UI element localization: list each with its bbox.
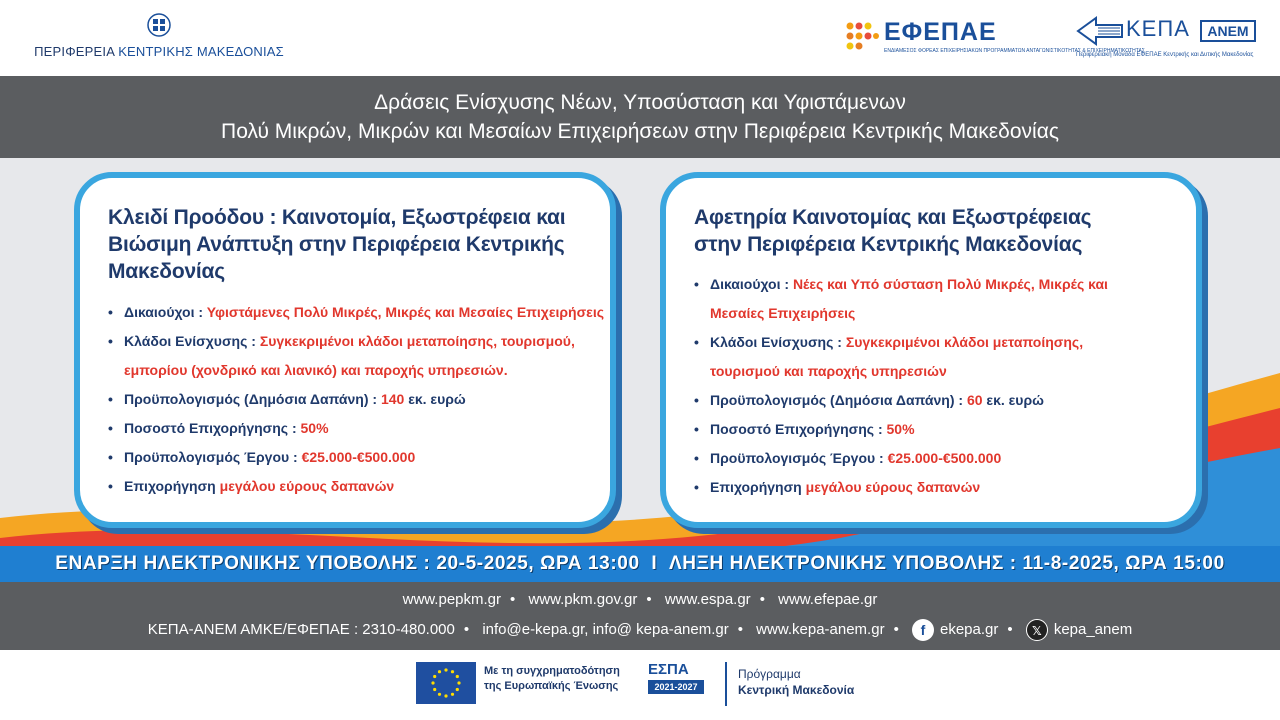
- item-label: Προϋπολογισμός Έργου :: [124, 449, 302, 465]
- left-title-line-1: Κλειδί Προόδου : Καινοτομία, Εξωστρέφεια και: [108, 206, 566, 229]
- link-kepa-anem[interactable]: www.kepa-anem.gr: [756, 620, 885, 638]
- kepa-subtitle: Περιφερειακή Μονάδα ΕΦΕΠΑΕ Κεντρικής και Δυτικής Μακεδονίας: [1076, 52, 1254, 58]
- list-item: [108, 414, 604, 443]
- efepae-dots-icon: [846, 22, 880, 52]
- list-item: [694, 386, 1108, 415]
- program-text: [738, 666, 854, 698]
- link-efepae[interactable]: www.efepae.gr: [778, 591, 878, 608]
- item-label: Ποσοστό Επιχορήγησης :: [710, 421, 887, 437]
- item-value: €25.000-€500.000: [887, 450, 1002, 466]
- item-label: Επιχορήγηση: [710, 479, 806, 495]
- footer-logos: [0, 650, 1280, 720]
- left-program-card: [74, 172, 616, 528]
- eu-line-2: της Ευρωπαϊκής Ένωσης: [484, 680, 619, 692]
- list-item: [108, 327, 604, 356]
- item-value: Μεσαίες Επιχειρήσεις: [710, 305, 856, 321]
- list-item: [694, 473, 1108, 502]
- list-item: [694, 270, 1108, 299]
- right-card-title: [694, 204, 1091, 258]
- title-band: [0, 76, 1280, 158]
- websites-line: www.pepkm.gr • www.pkm.gov.gr • www.espa.gr • www.efepae.gr: [402, 591, 878, 608]
- kepa-name: ΚΕΠΑ: [1126, 16, 1190, 41]
- item-value: μεγάλου εύρους δαπανών: [805, 479, 981, 495]
- submission-dates-band: [0, 546, 1280, 582]
- item-value: Νέες και Υπό σύσταση Πολύ Μικρές, Μικρές και: [792, 276, 1108, 292]
- list-item: [694, 415, 1108, 444]
- item-label: Ποσοστό Επιχορήγησης :: [124, 420, 301, 436]
- eu-line-1: Με τη συγχρηματοδότηση: [484, 665, 620, 677]
- left-title-line-2: Βιώσιμη Ανάπτυξη στην Περιφέρεια Κεντρικής: [108, 233, 565, 256]
- link-pkm[interactable]: www.pkm.gov.gr: [528, 591, 638, 608]
- kepa-anem-logo: [1076, 16, 1266, 64]
- right-title-line-2: στην Περιφέρεια Κεντρικής Μακεδονίας: [694, 233, 1083, 256]
- efepae-name: ΕΦΕΠΑΕ: [884, 18, 997, 46]
- item-value: Υφιστάμενες Πολύ Μικρές, Μικρές και Μεσαίες Επιχειρήσεις: [206, 304, 604, 320]
- email-info[interactable]: info@e-kepa.gr, info@ kepa-anem.gr: [482, 620, 729, 638]
- anem-name: ΑΝΕΜ: [1200, 20, 1256, 42]
- submission-start: ΕΝΑΡΞΗ ΗΛΕΚΤΡΟΝΙΚΗΣ ΥΠΟΒΟΛΗΣ : 20-5-2025, ΩΡΑ 13:00: [55, 553, 640, 574]
- title-line-1: Δράσεις Ενίσχυσης Νέων, Υποσύσταση και Υφιστάμενων: [374, 91, 906, 114]
- efepae-subtitle: ΕΝΔΙΑΜΕΣΟΣ ΦΟΡΕΑΣ ΕΠΙΧΕΙΡΗΣΙΑΚΩΝ ΠΡΟΓΡΑΜΜΑΤΩΝ ΑΝΤΑΓΩΝΙΣΤΙΚΟΤΗΤΑΣ & ΕΠΙΧΕΙΡΗΜΑΤΙΚΟΤΗΤΑΣ: [884, 48, 1145, 54]
- item-label: Δικαιούχοι :: [710, 276, 793, 292]
- right-title-line-1: Αφετηρία Καινοτομίας και Εξωστρέφειας: [694, 206, 1092, 229]
- item-value: τουρισμού και παροχής υπηρεσιών: [710, 363, 947, 379]
- item-value: Συγκεκριμένοι κλάδοι μεταποίησης, τουρισμού,: [259, 333, 575, 349]
- facebook-icon[interactable]: f: [912, 619, 934, 641]
- facebook-handle[interactable]: ekepa.gr: [940, 620, 999, 638]
- list-item: [694, 299, 1108, 328]
- region-logo: [34, 12, 284, 68]
- efepae-logo: [846, 18, 1145, 60]
- link-pepkm[interactable]: www.pepkm.gr: [402, 591, 502, 608]
- header: [0, 0, 1280, 76]
- item-value: €25.000-€500.000: [301, 449, 416, 465]
- greek-emblem-icon: [147, 12, 171, 38]
- phone-info: ΚΕΠΑ-ΑΝΕΜ ΑΜΚΕ/ΕΦΕΠΑΕ : 2310-480.000: [147, 620, 455, 638]
- list-item: [108, 472, 604, 501]
- program-line-2: Κεντρική Μακεδονία: [738, 683, 855, 697]
- list-item: [108, 298, 604, 327]
- espa-name: ΕΣΠΑ: [648, 661, 689, 678]
- item-label: Επιχορήγηση: [124, 478, 220, 494]
- region-name: ΠΕΡΙΦΕΡΕΙΑ ΚΕΝΤΡΙΚΗΣ ΜΑΚΕΔΟΝΙΑΣ: [34, 44, 284, 59]
- item-value: εμπορίου (χονδρικό και λιανικό) και παροχής υπηρεσιών.: [124, 362, 508, 378]
- left-card-title: [108, 204, 565, 285]
- item-label: Προϋπολογισμός (Δημόσια Δαπάνη) :: [124, 391, 381, 407]
- x-twitter-icon[interactable]: 𝕏: [1026, 619, 1048, 641]
- list-item: [694, 357, 1108, 386]
- right-card-list: [694, 270, 1108, 502]
- list-item: [108, 385, 604, 414]
- left-title-line-3: Μακεδονίας: [108, 260, 225, 283]
- eu-flag-icon: [416, 662, 476, 704]
- contact-details-line: ΚΕΠΑ-ΑΝΕΜ ΑΜΚΕ/ΕΦΕΠΑΕ : 2310-480.000 • info@e-kepa.gr, info@ kepa-anem.gr • www.kepa-anem.gr • f ekepa.gr • 𝕏 kepa_anem: [0, 619, 1280, 641]
- item-label: Προϋπολογισμός (Δημόσια Δαπάνη) :: [710, 392, 967, 408]
- dates-separator: I: [651, 553, 658, 574]
- kepa-arrow-icon: [1076, 16, 1124, 46]
- footer-divider: [725, 662, 727, 706]
- item-value: 50%: [300, 420, 329, 436]
- list-item: [108, 356, 604, 385]
- list-item: [694, 444, 1108, 473]
- x-handle[interactable]: kepa_anem: [1053, 620, 1133, 638]
- contact-band: [0, 582, 1280, 650]
- item-value: μεγάλου εύρους δαπανών: [219, 478, 395, 494]
- espa-years: 2021-2027: [648, 680, 704, 694]
- main-area: [0, 158, 1280, 580]
- item-value: Συγκεκριμένοι κλάδοι μεταποίησης,: [845, 334, 1084, 350]
- left-card-list: [108, 298, 604, 501]
- list-item: [108, 443, 604, 472]
- item-value: 60: [966, 392, 983, 408]
- list-item: [694, 328, 1108, 357]
- item-label: Προϋπολογισμός Έργου :: [710, 450, 888, 466]
- item-value: 50%: [886, 421, 915, 437]
- item-label: Κλάδοι Ενίσχυσης :: [124, 333, 260, 349]
- submission-end: ΛΗΞΗ ΗΛΕΚΤΡΟΝΙΚΗΣ ΥΠΟΒΟΛΗΣ : 11-8-2025, ΩΡΑ 15:00: [669, 553, 1225, 574]
- item-label: Κλάδοι Ενίσχυσης :: [710, 334, 846, 350]
- item-suffix: εκ. ευρώ: [404, 391, 466, 407]
- link-espa[interactable]: www.espa.gr: [664, 591, 751, 608]
- program-line-1: Πρόγραμμα: [738, 667, 801, 681]
- title-line-2: Πολύ Μικρών, Μικρών και Μεσαίων Επιχειρήσεων στην Περιφέρεια Κεντρικής Μακεδονίας: [221, 120, 1059, 143]
- eu-cofunding-text: [484, 664, 620, 694]
- right-program-card: [660, 172, 1202, 528]
- espa-logo: [648, 661, 712, 707]
- item-value: 140: [380, 391, 405, 407]
- item-suffix: εκ. ευρώ: [982, 392, 1044, 408]
- item-label: Δικαιούχοι :: [124, 304, 207, 320]
